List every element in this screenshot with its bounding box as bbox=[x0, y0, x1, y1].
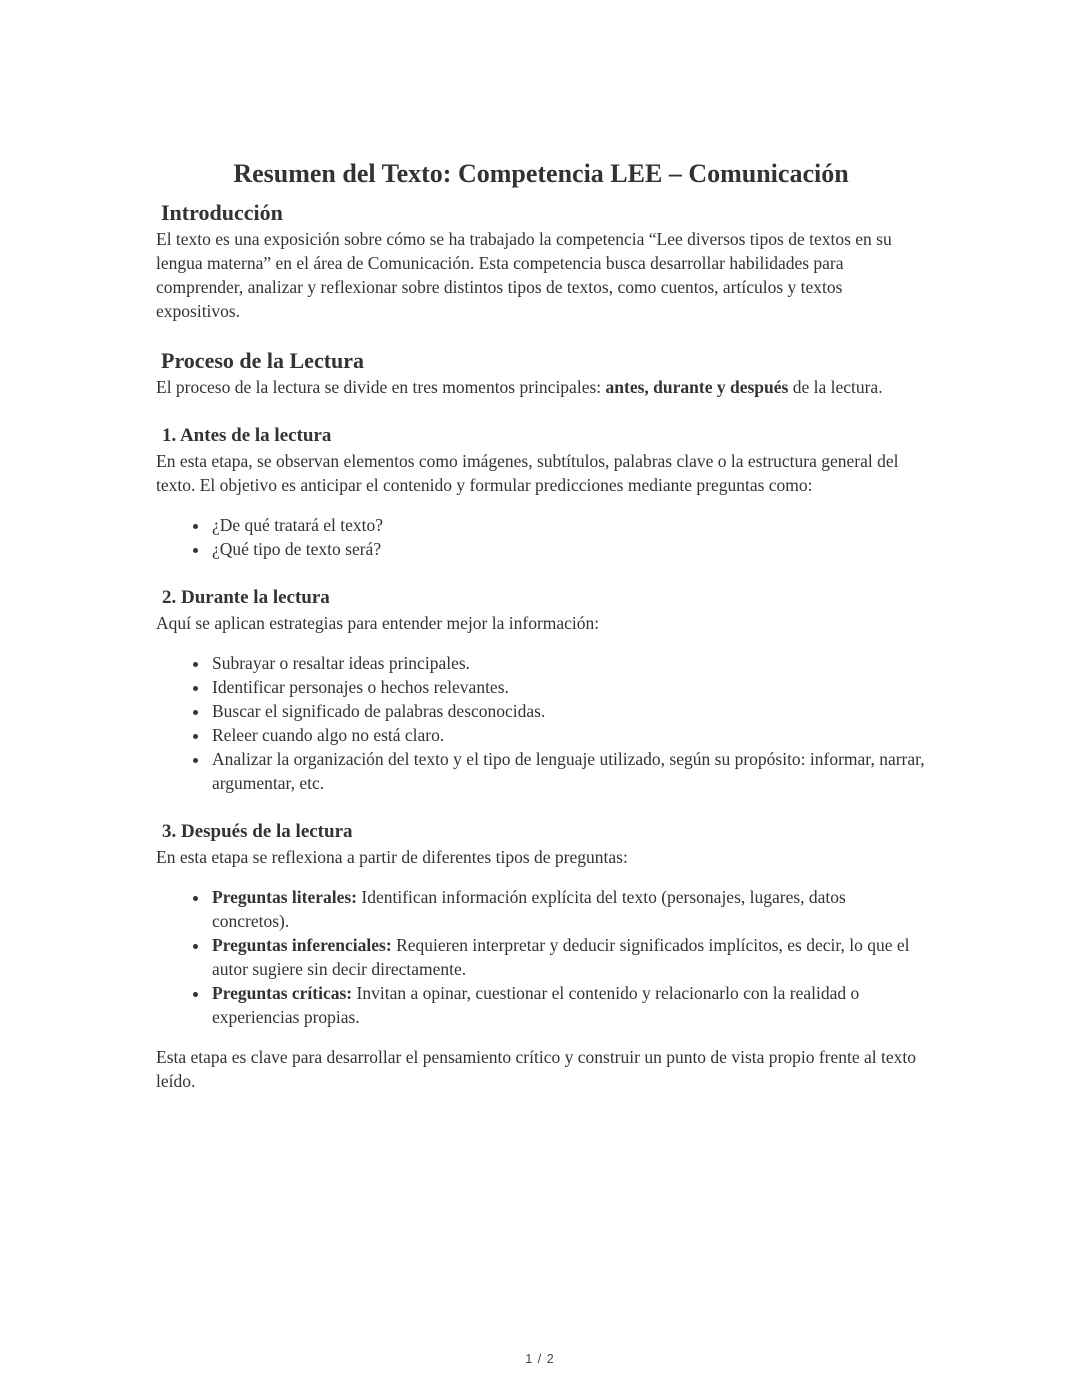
bullet-text: Invitan a opinar, cuestionar el contenido y relacionarlo con la realidad o experiencias propias. bbox=[212, 983, 860, 1027]
closing-paragraph: Esta etapa es clave para desarrollar el pensamiento crítico y construir un punto de vista propio frente al texto leído. bbox=[156, 1047, 916, 1091]
bullet-lead-bold: Preguntas críticas: bbox=[212, 983, 353, 1003]
list-item: • Analizar la organización del texto y el tipo de lenguaje utilizado, según su propósito: informar, narrar, argumentar, etc. bbox=[210, 747, 926, 795]
section-heading-antes-de-la-lectura: 1. Antes de la lectura bbox=[162, 425, 332, 446]
proceso-text-suffix: de la lectura. bbox=[788, 377, 883, 397]
list-item bbox=[210, 885, 926, 933]
durante-paragraph: Aquí se aplican estrategias para entender mejor la información: bbox=[156, 613, 600, 633]
list-item: • ¿Qué tipo de texto será? bbox=[210, 537, 926, 561]
list-item bbox=[210, 933, 926, 981]
proceso-text-bold: antes, durante y después bbox=[605, 377, 789, 397]
despues-paragraph: En esta etapa se reflexiona a partir de diferentes tipos de preguntas: bbox=[156, 847, 628, 867]
bullet-lead-bold: Preguntas inferenciales: bbox=[212, 935, 392, 955]
antes-bullet-list bbox=[156, 513, 926, 561]
section-heading-introduccion: Introducción bbox=[161, 200, 283, 225]
list-item: • ¿De qué tratará el texto? bbox=[210, 513, 926, 537]
page-number: 1 / 2 bbox=[525, 1352, 555, 1366]
section-heading-proceso: Proceso de la Lectura bbox=[161, 348, 365, 373]
list-item: • Buscar el significado de palabras desconocidas. bbox=[210, 699, 926, 723]
list-item: • Releer cuando algo no está claro. bbox=[210, 723, 926, 747]
section-heading-durante-la-lectura: 2. Durante la lectura bbox=[162, 587, 330, 608]
bullet-text: Requieren interpretar y deducir significados implícitos, es decir, lo que el autor sugiere sin decir directamente. bbox=[212, 935, 910, 979]
intro-paragraph: El texto es una exposición sobre cómo se ha trabajado la competencia “Lee diversos tipos de textos en su lengua materna” en el área de Comunicación. Esta competencia busca desarrollar habilidades para comprender, analizar y reflexionar sobre distintos tipos de textos, como cuentos, artículos y textos expositivos. bbox=[156, 229, 892, 321]
list-item: • Identificar personajes o hechos relevantes. bbox=[210, 675, 926, 699]
bullet-text: Identifican información explícita del texto (personajes, lugares, datos concretos). bbox=[212, 887, 846, 931]
bullet-lead-bold: Preguntas literales: bbox=[212, 887, 357, 907]
proceso-paragraph bbox=[156, 375, 926, 399]
list-item: • Subrayar o resaltar ideas principales. bbox=[210, 651, 926, 675]
document-title: Resumen del Texto: Competencia LEE – Comunicación bbox=[233, 159, 849, 188]
document-content bbox=[156, 158, 926, 1109]
list-item bbox=[210, 981, 926, 1029]
proceso-text-prefix: El proceso de la lectura se divide en tres momentos principales: bbox=[156, 377, 606, 397]
antes-paragraph: En esta etapa, se observan elementos como imágenes, subtítulos, palabras clave o la estructura general del texto. El objetivo es anticipar el contenido y formular predicciones mediante preguntas como: bbox=[156, 451, 899, 495]
durante-bullet-list bbox=[156, 651, 926, 795]
despues-bullet-list bbox=[156, 885, 926, 1029]
section-heading-despues-de-la-lectura: 3. Después de la lectura bbox=[162, 821, 353, 842]
